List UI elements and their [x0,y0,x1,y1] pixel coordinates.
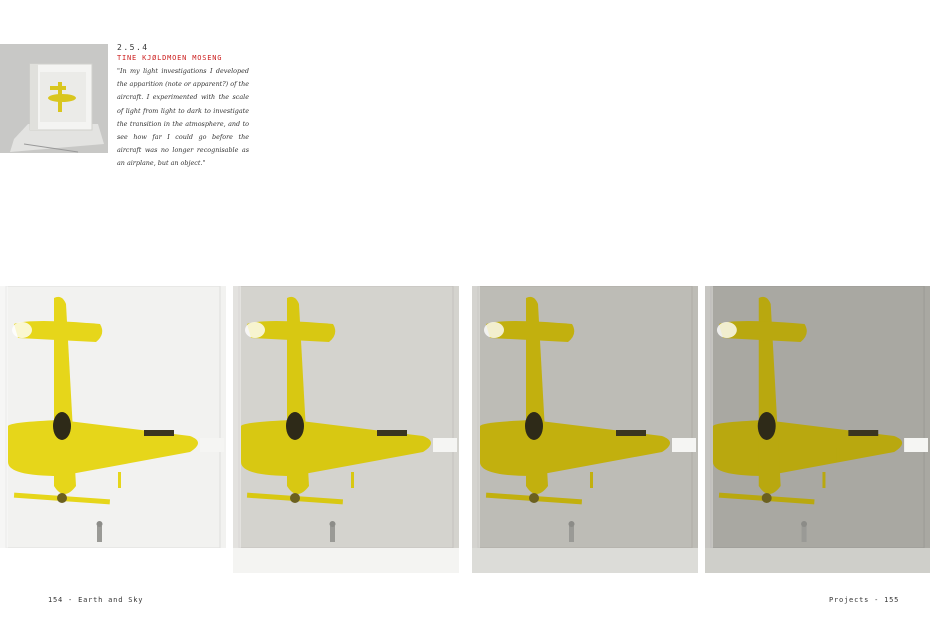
photo-brightest [0,286,226,573]
project-text [117,43,249,171]
author-name: TINE KJØLDMOEN MOSENG [117,54,223,62]
footer-left: 154 - Earth and Sky [48,596,144,604]
photo-bright [233,286,459,573]
model-thumbnail [0,44,108,153]
photo-darkest [705,286,930,573]
photo-dim [472,286,698,573]
section-number: 2.5.4 [117,43,149,52]
project-quote: "In my light investigations I developed the apparition (note or apparent?) of the aircraft. I experimented with the scale of light from light to dark to investigate the transition in the atmosphere, and to see how far I could go before the aircraft was no longer recognisable as an airplane, but an object." [117,67,249,168]
footer-right: Projects - 155 [829,596,900,604]
